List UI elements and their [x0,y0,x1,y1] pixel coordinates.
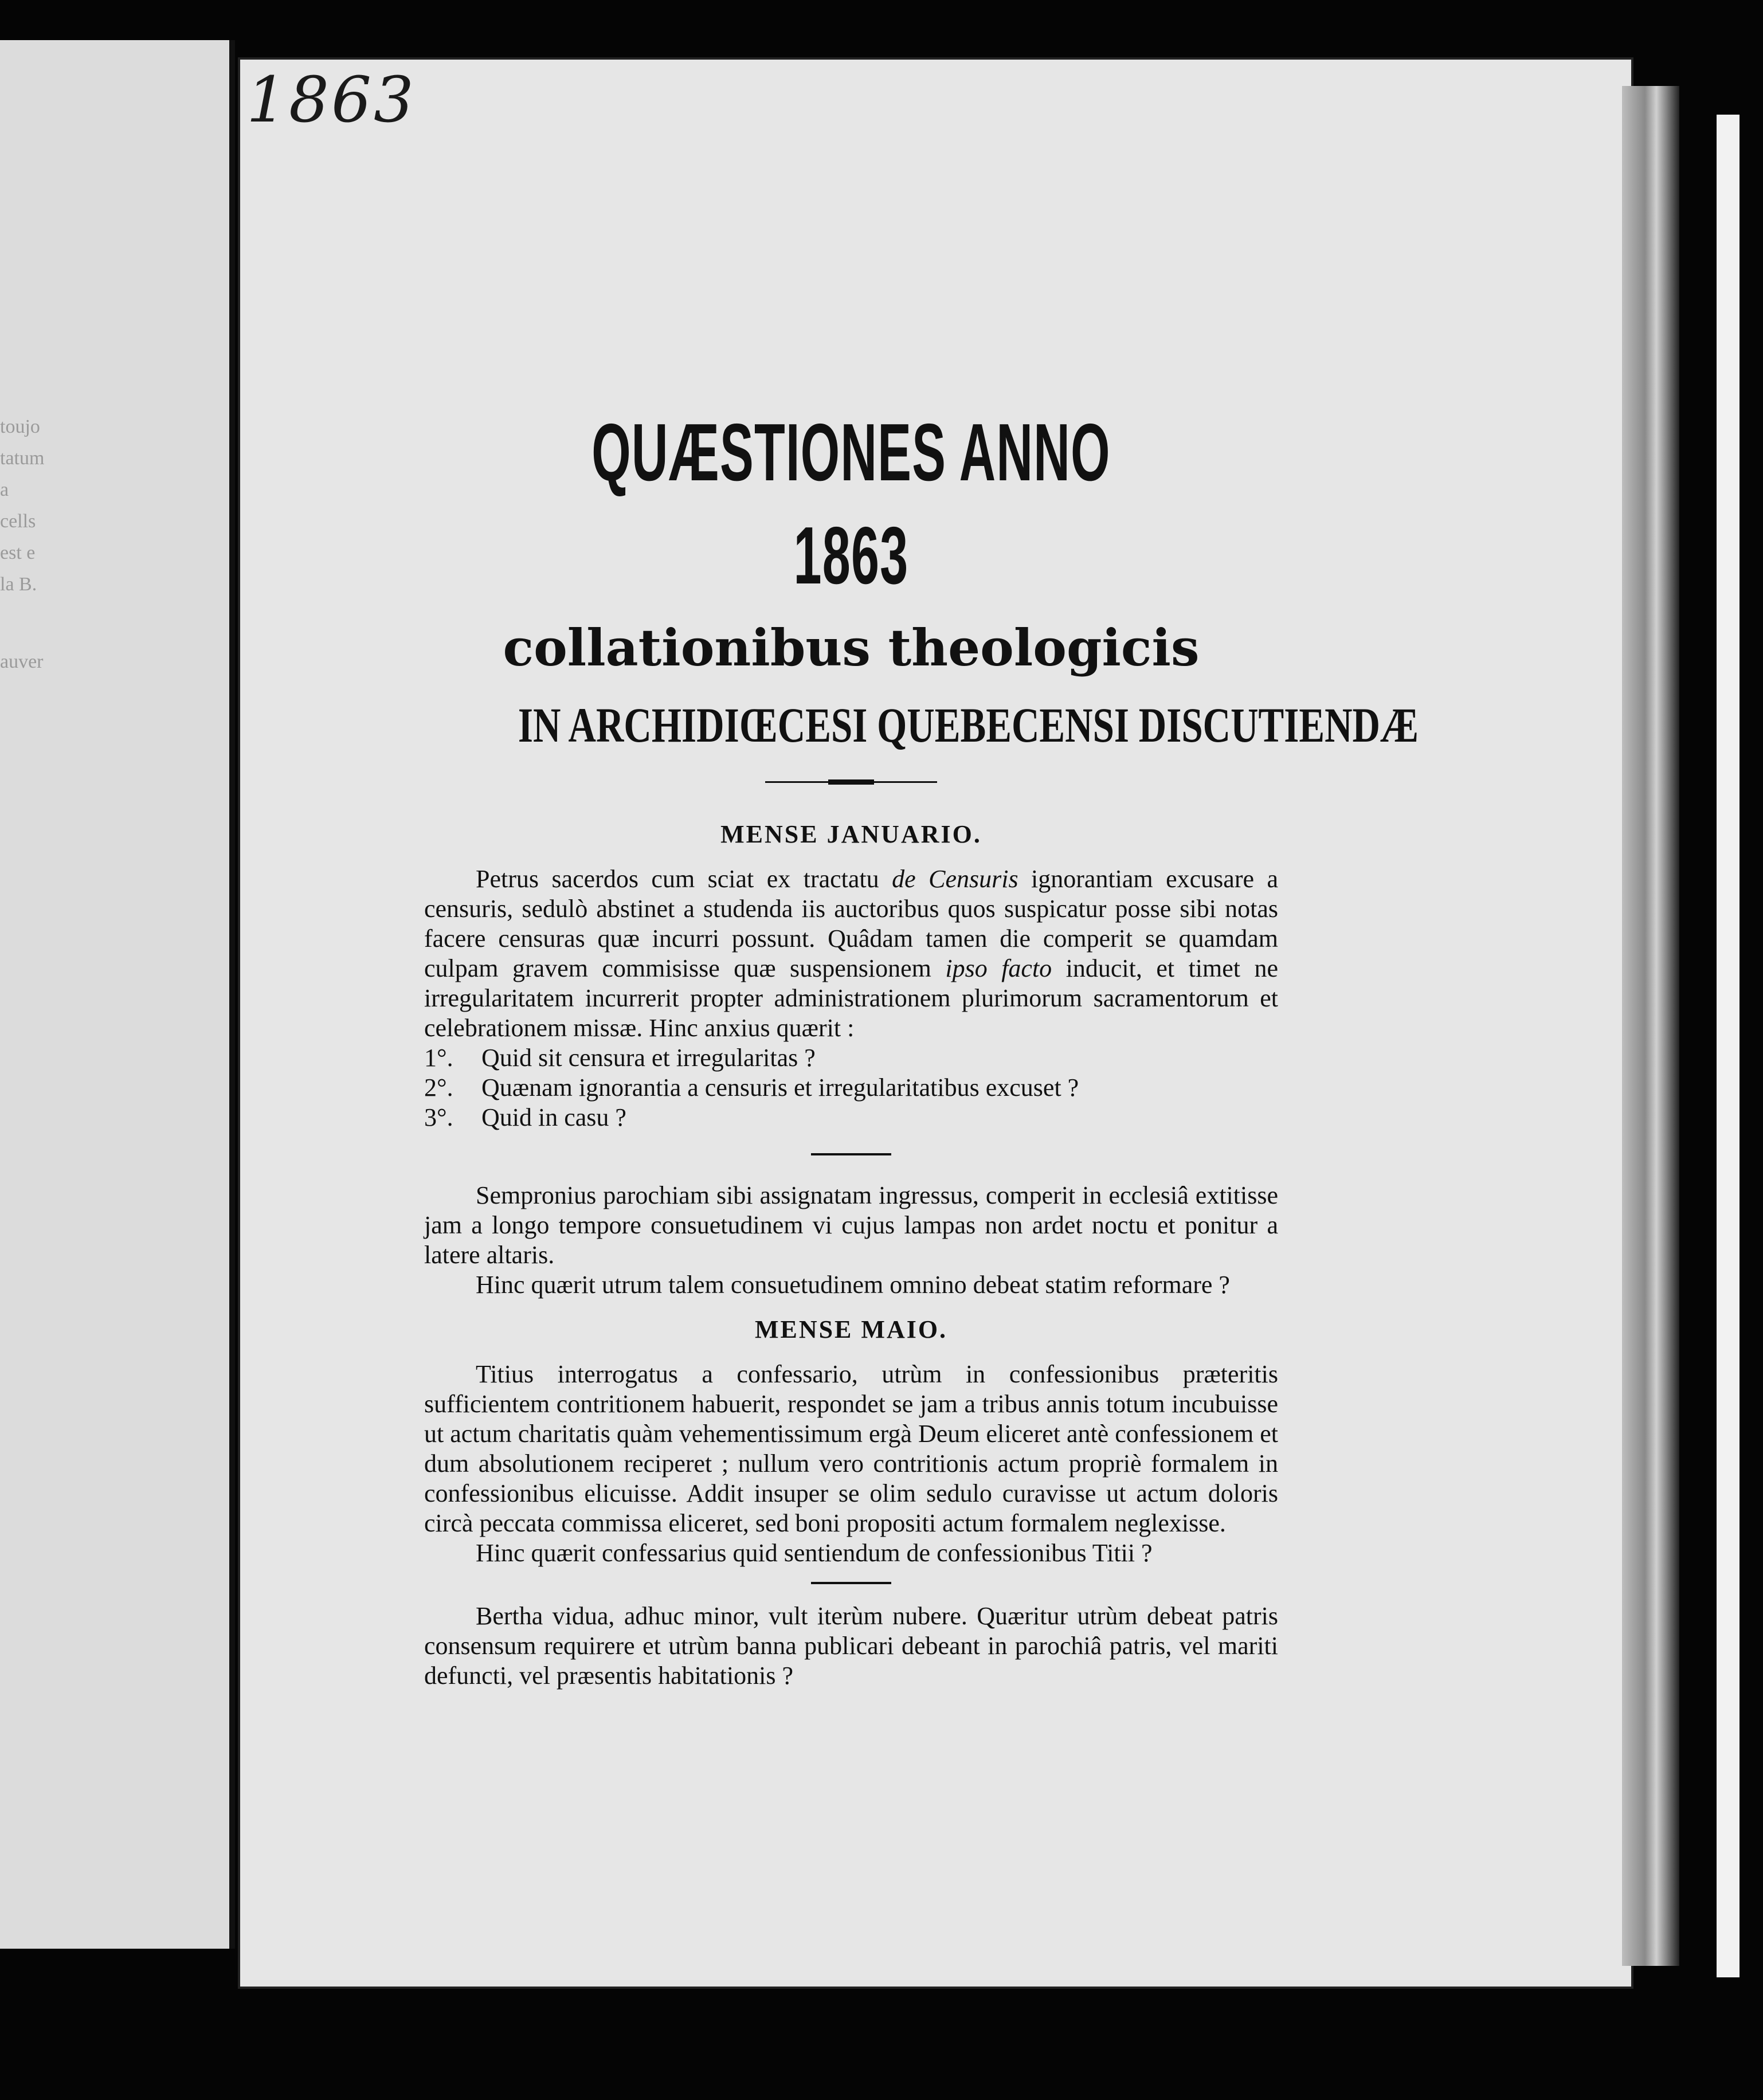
handwritten-year: 1863 [246,63,416,136]
section-rule [811,1153,891,1155]
list-item [424,1043,1278,1073]
paragraph-bertha: Bertha vidua, adhuc minor, vult iterùm nubere. Quæritur utrùm debeat patris consensum requirere et utrùm banna publicari debeant in parochiâ patris, vel mariti defuncti, vel præsentis habitationis ? [424,1602,1278,1690]
paragraph-titius-question: Hinc quærit confessarius quid sentiendum de confessionibus Titii ? [476,1539,1153,1567]
left-page-fragment: toujo [0,416,40,437]
left-page-fragment: tatum [0,448,45,469]
ornament-divider [765,779,937,784]
document-title: QUÆSTIONES ANNO 1863 [591,407,1111,601]
paragraph-titius: Titius interrogatus a confessario, utrùm in confessionibus præteritis sufficientem contritionem habuerit, respondet se jam a tribus annis totum incubuisse ut actum charitatis quàm vehementissimum ergà Deum eliceret antè confessionem et dum absolutionem reciperet ; nullum vero contritionis actum propriè formalem in confessionibus elicuisse. Addit insuper se olim sedulo curavisse ut actum doloris circà peccata commissa eliceret, sed boni propositi actum formalem neglexisse. [424,1360,1278,1537]
question-number: 3°. [424,1103,453,1131]
list-item [424,1103,1278,1133]
question-text: Quid in casu ? [481,1103,626,1131]
section-rule [811,1582,891,1584]
section-heading-maio: MENSE MAIO. [754,1315,948,1343]
question-text: Quænam ignorantia a censuris et irregularitatibus excuset ? [481,1073,1079,1102]
paragraph-text: Petrus sacerdos cum sciat ex tractatu [476,865,892,893]
paragraph-petrus [424,864,1278,1043]
document-content [424,401,1419,1691]
question-number: 2°. [424,1073,453,1102]
list-item [424,1073,1278,1103]
italic-term: ipso facto [945,954,1052,982]
left-page-fragment: est e [0,542,36,563]
page-edge-strip [1717,115,1740,1977]
question-number: 1°. [424,1044,453,1072]
left-page [0,40,235,1949]
section-heading-januario: MENSE JANUARIO. [720,820,982,848]
paragraph-text: ignorantiam excusare a censuris, sedulò abstinet a studenda iis auctoribus quos suspicatur posse sibi notas facere censuras quæ incurri possunt. Quâdam tamen die comperit se quamdam culpam gravem commisisse quæ suspensionem [424,865,1279,982]
paragraph-text: inducit, et timet ne irregularitatem incurrerit propter administrationem plurimorum sacramentorum et celebrationem missæ. Hinc anxius quærit : [424,954,1279,1042]
paragraph-sempronius-question: Hinc quærit utrum talem consuetudinem omnino debeat statim reformare ? [476,1271,1230,1299]
left-page-fragment: cells [0,511,36,532]
question-text: Quid sit censura et irregularitas ? [481,1044,816,1072]
left-page-fragment: la B. [0,574,37,595]
left-page-fragment: a [0,479,9,500]
left-page-fragment: auver [0,651,44,672]
page-edge-shadow [1622,86,1679,1966]
document-subtitle: collationibus theologicis [503,618,1200,677]
document-subtitle-2: IN ARCHIDIŒCESI QUEBECENSI DISCUTIENDÆ [518,698,1419,753]
question-list [424,1043,1278,1133]
paragraph-sempronius: Sempronius parochiam sibi assignatam ingressus, comperit in ecclesiâ extitisse jam a longo tempore consuetudinem vi cujus lampas non ardet noctu et ponitur a latere altaris. [424,1181,1278,1269]
italic-term: de Censuris [892,865,1018,893]
